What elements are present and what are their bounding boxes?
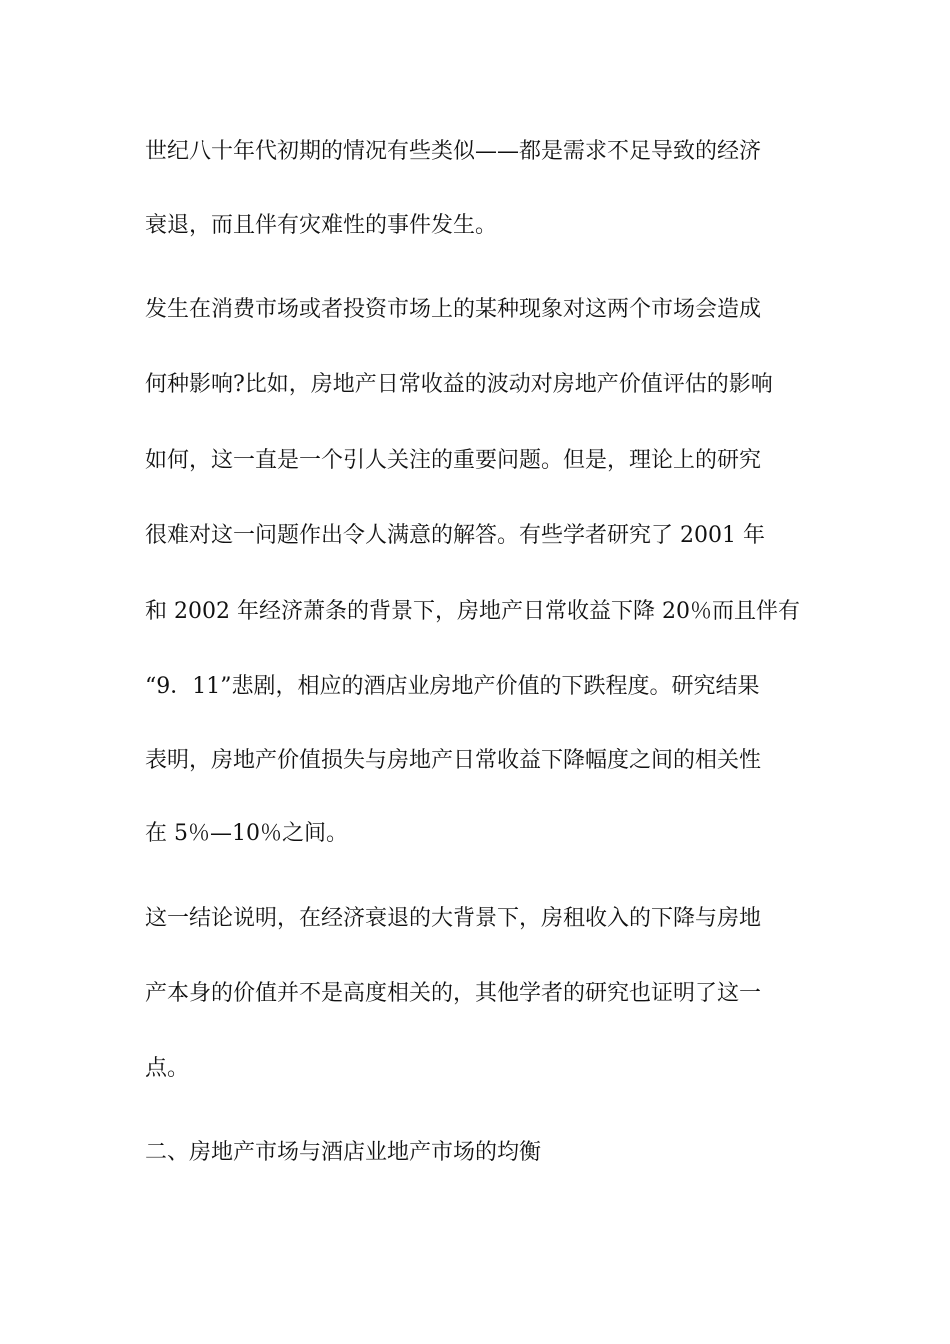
paragraph-2-line-3: 如何，这一直是一个引人关注的重要问题。但是，理论上的研究 xyxy=(145,448,762,473)
section-heading: 二、房地产市场与酒店业地产市场的均衡 xyxy=(145,1140,542,1165)
paragraph-2-line-1: 发生在消费市场或者投资市场上的某种现象对这两个市场会造成 xyxy=(145,297,762,322)
paragraph-3-line-3: 点。 xyxy=(145,1056,190,1081)
paragraph-2-line-4: 很难对这一问题作出令人满意的解答。有些学者研究了 2001 年 xyxy=(145,523,765,548)
paragraph-2-line-5: 和 2002 年经济萧条的背景下，房地产日常收益下降 20％而且伴有 xyxy=(145,599,800,624)
paragraph-2-line-6: “9．11”悲剧，相应的酒店业房地产价值的下跌程度。研究结果 xyxy=(145,674,760,699)
paragraph-2-line-2: 何种影响?比如，房地产日常收益的波动对房地产价值评估的影响 xyxy=(145,372,773,397)
paragraph-2-line-8: 在 5％—10％之间。 xyxy=(145,821,348,846)
paragraph-3-line-1: 这一结论说明，在经济衰退的大背景下，房租收入的下降与房地 xyxy=(145,906,762,931)
paragraph-1-line-2: 衰退，而且伴有灾难性的事件发生。 xyxy=(145,213,498,238)
paragraph-1-line-1: 世纪八十年代初期的情况有些类似——都是需求不足导致的经济 xyxy=(145,139,762,164)
paragraph-3-line-2: 产本身的价值并不是高度相关的，其他学者的研究也证明了这一 xyxy=(145,981,762,1006)
paragraph-2-line-7: 表明，房地产价值损失与房地产日常收益下降幅度之间的相关性 xyxy=(145,748,762,773)
